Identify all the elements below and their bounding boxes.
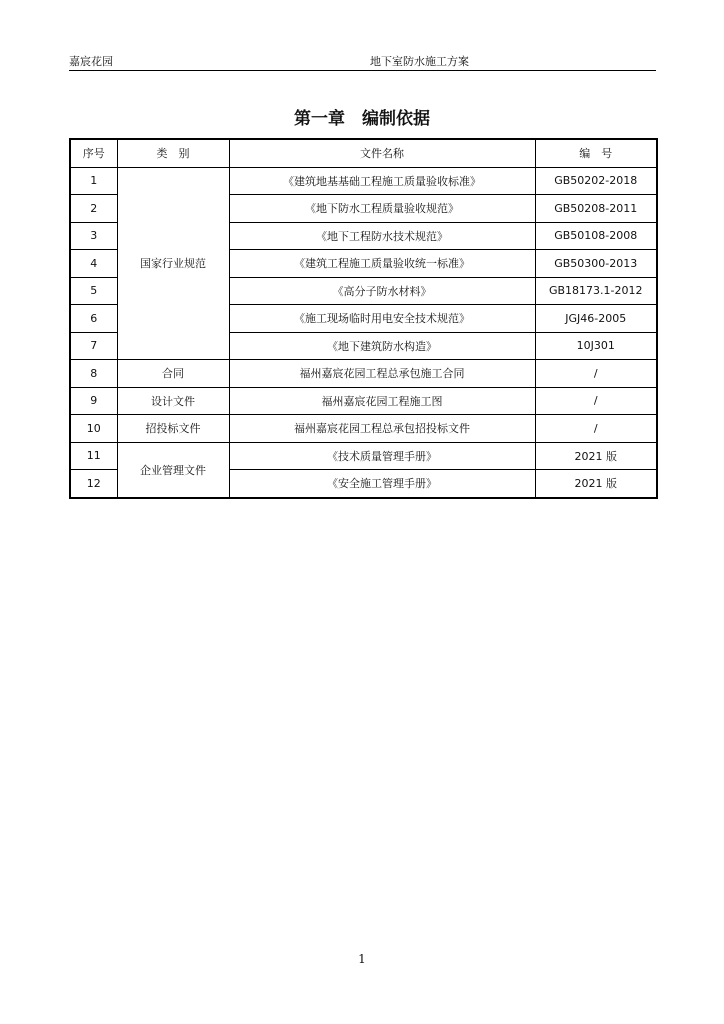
cell-no: 12 [70, 470, 117, 498]
cell-code: GB50300-2013 [535, 250, 657, 278]
cell-code: GB50208-2011 [535, 195, 657, 223]
table-row [70, 360, 657, 388]
chapter-title: 第一章 编制依据 [294, 109, 430, 129]
cell-code: / [535, 415, 657, 443]
cell-no: 2 [70, 195, 117, 223]
cell-no: 4 [70, 250, 117, 278]
cell-name: 《地下工程防水技术规范》 [229, 222, 535, 250]
cell-no: 9 [70, 387, 117, 415]
cell-code: 2021 版 [535, 470, 657, 498]
cell-code: GB18173.1-2012 [535, 277, 657, 305]
cell-category: 企业管理文件 [117, 442, 229, 498]
cell-category: 设计文件 [117, 387, 229, 415]
cell-name: 《安全施工管理手册》 [229, 470, 535, 498]
cell-category: 招投标文件 [117, 415, 229, 443]
cell-name: 《建筑地基基础工程施工质量验收标准》 [229, 167, 535, 195]
cell-code: / [535, 387, 657, 415]
table-row [70, 387, 657, 415]
cell-code: GB50108-2008 [535, 222, 657, 250]
basis-table [69, 138, 658, 499]
cell-name: 福州嘉宸花园工程总承包施工合同 [229, 360, 535, 388]
cell-code: 10J301 [535, 332, 657, 360]
cell-category: 合同 [117, 360, 229, 388]
table-row [70, 167, 657, 195]
cell-name: 《建筑工程施工质量验收统一标准》 [229, 250, 535, 278]
cell-code: / [535, 360, 657, 388]
page-number: 1 [358, 952, 366, 966]
col-header-category: 类 别 [117, 139, 229, 167]
cell-code: GB50202-2018 [535, 167, 657, 195]
col-header-name: 文件名称 [229, 139, 535, 167]
cell-no: 8 [70, 360, 117, 388]
cell-code: JGJ46-2005 [535, 305, 657, 333]
cell-name: 《技术质量管理手册》 [229, 442, 535, 470]
cell-no: 7 [70, 332, 117, 360]
cell-category: 国家行业规范 [117, 167, 229, 360]
cell-name: 《施工现场临时用电安全技术规范》 [229, 305, 535, 333]
table-row [70, 415, 657, 443]
cell-name: 《地下建筑防水构造》 [229, 332, 535, 360]
col-header-no: 序号 [70, 139, 117, 167]
cell-no: 11 [70, 442, 117, 470]
header-right: 地下室防水施工方案 [370, 55, 469, 68]
header-rule [69, 70, 656, 71]
cell-no: 3 [70, 222, 117, 250]
cell-name: 《高分子防水材料》 [229, 277, 535, 305]
cell-name: 福州嘉宸花园工程总承包招投标文件 [229, 415, 535, 443]
cell-no: 10 [70, 415, 117, 443]
table-row [70, 442, 657, 470]
col-header-code: 编 号 [535, 139, 657, 167]
cell-no: 6 [70, 305, 117, 333]
table-header-row [70, 139, 657, 167]
cell-code: 2021 版 [535, 442, 657, 470]
header-left: 嘉宸花园 [69, 55, 113, 68]
cell-name: 《地下防水工程质量验收规范》 [229, 195, 535, 223]
cell-no: 5 [70, 277, 117, 305]
cell-name: 福州嘉宸花园工程施工图 [229, 387, 535, 415]
cell-no: 1 [70, 167, 117, 195]
